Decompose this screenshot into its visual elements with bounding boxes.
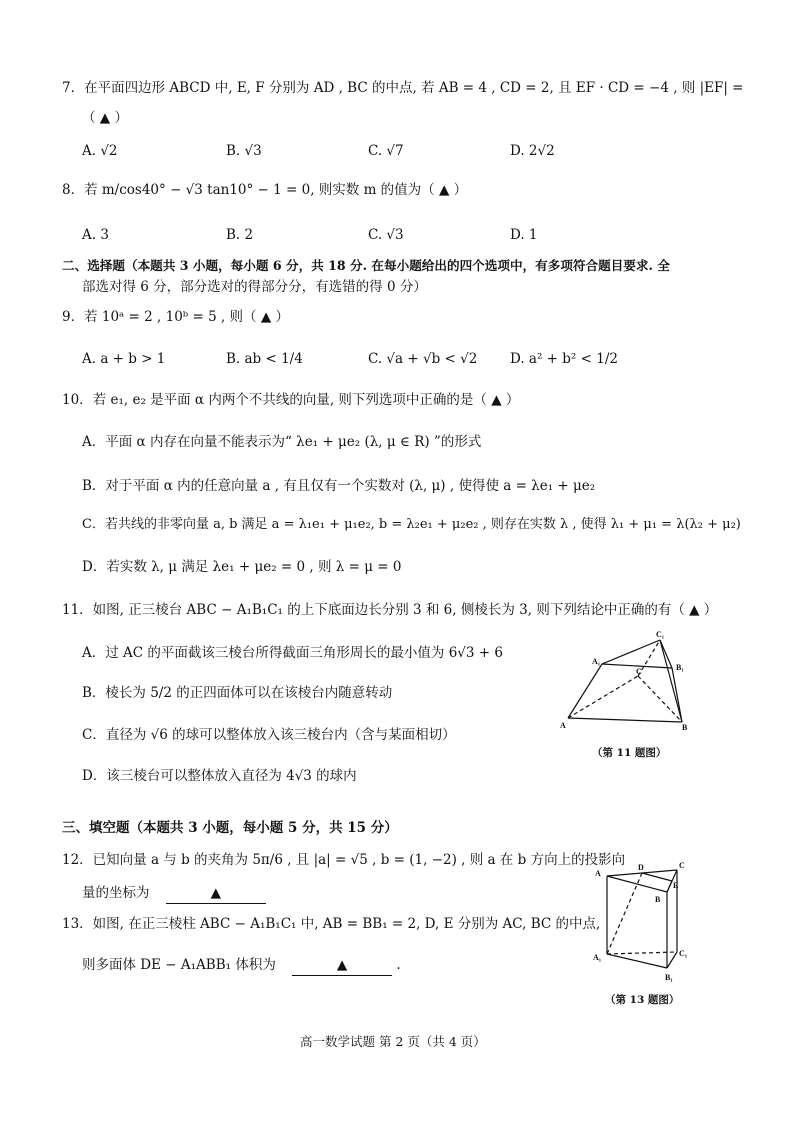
- q7-option-a: A. √2: [82, 143, 118, 159]
- q9-option-a: A. a + b > 1: [82, 351, 166, 367]
- q10-option-c: C．若共线的非零向量 a, b 满足 a = λ₁e₁ + μ₁e₂, b = λ₂e₁ + μ₂e₂ , 则存在实数 λ , 使得 λ₁ + μ₁ = λ(λ₂ + μ₂): [82, 517, 741, 532]
- q11-option-b: B．棱长为 5/2 的正四面体可以在该棱台内随意转动: [82, 685, 393, 701]
- q13-label-b: B: [655, 895, 661, 904]
- q8-option-b: B. 2: [226, 227, 254, 243]
- q7-stem: 7．在平面四边形 ABCD 中, E, F 分别为 AD , BC 的中点, 若 AB = 4 , CD = 2, 且 EF · CD = −4 , 则 |EF| =: [62, 80, 744, 96]
- q11-label-b1: B₁: [676, 663, 684, 672]
- q12-stem: 12．已知向量 a 与 b 的夹角为 5π/6 , 且 |a| = √5 , b = (1, −2) , 则 a 在 b 方向上的投影向: [62, 852, 626, 868]
- q11-caption: （第 11 题图）: [592, 747, 667, 759]
- q11-label-b: B: [682, 723, 688, 732]
- q11-label-c: C: [636, 667, 642, 676]
- q10-stem: 10．若 e₁, e₂ 是平面 α 内两个不共线的向量, 则下列选项中正确的是（ ▲ ）: [62, 392, 520, 408]
- q7-option-b: B. √3: [226, 143, 262, 159]
- q11-option-c: C．直径为 √6 的球可以整体放入该三棱台内（含与某面相切）: [82, 727, 456, 743]
- q7-option-d: D. 2√2: [510, 143, 555, 159]
- q11-label-a1: A₁: [592, 657, 601, 666]
- q11-label-a: A: [560, 721, 566, 730]
- q13-label-b1: B₁: [665, 973, 673, 982]
- q13-label-c1: C₁: [679, 949, 688, 958]
- q8-option-a: A. 3: [82, 227, 109, 243]
- q9-stem: 9．若 10ᵃ = 2 , 10ᵇ = 5 , 则（ ▲ ）: [62, 309, 290, 325]
- q13-stem-cont-text: 则多面体 DE − A₁ABB₁ 体积为: [82, 957, 276, 973]
- q13-label-c: C: [679, 862, 685, 870]
- q9-option-b: B. ab < 1/4: [226, 351, 303, 367]
- q12-answer-blank[interactable]: ▲: [166, 883, 266, 904]
- q12-stem-cont: [82, 883, 266, 904]
- q13-answer-blank[interactable]: ▲: [292, 955, 392, 976]
- section2-heading: 二、选择题（本题共 3 小题，每小题 6 分，共 18 分. 在每小题给出的四个选项中，有多项符合题目要求. 全: [62, 258, 670, 273]
- q9-option-d: D. a² + b² < 1/2: [510, 351, 618, 367]
- q12-stem-cont-text: 量的坐标为: [82, 885, 150, 901]
- q13-end: .: [396, 957, 401, 973]
- q7-option-c: C. √7: [368, 143, 404, 159]
- q10-option-d: D．若实数 λ, μ 满足 λe₁ + μe₂ = 0 , 则 λ = μ = 0: [82, 559, 402, 575]
- q13-figure: [585, 862, 695, 987]
- q11-label-c1: C₁: [656, 630, 665, 639]
- q13-label-d: D: [638, 863, 644, 872]
- q13-stem-cont: [82, 955, 401, 976]
- q13-stem: 13．如图, 在正三棱柱 ABC − A₁B₁C₁ 中, AB = BB₁ = 2, D, E 分别为 AC, BC 的中点,: [62, 916, 601, 932]
- section2-heading-cont: 部选对得 6 分，部分选对的得部分分，有选错的得 0 分）: [82, 279, 427, 295]
- q9-option-c: C. √a + √b < √2: [368, 351, 478, 367]
- q10-option-a: A．平面 α 内存在向量不能表示为“ λe₁ + μe₂ (λ, μ ∈ R) ”的形式: [82, 434, 482, 450]
- section3-heading: 三、填空题（本题共 3 小题，每小题 5 分，共 15 分）: [62, 820, 398, 836]
- q13-label-e: E: [673, 881, 679, 890]
- q8-option-d: D. 1: [510, 227, 538, 243]
- q11-option-d: D．该三棱台可以整体放入直径为 4√3 的球内: [82, 768, 357, 784]
- q13-label-a1: A₁: [593, 953, 602, 962]
- q11-figure: [560, 628, 700, 738]
- q7-paren: （ ▲ ）: [82, 110, 128, 126]
- q8-stem: 8．若 m/cos40° − √3 tan10° − 1 = 0, 则实数 m 的值为（ ▲ ）: [62, 182, 468, 198]
- q10-option-b: B．对于平面 α 内的任意向量 a , 有且仅有一个实数对 (λ, μ) , 使得使 a = λe₁ + μe₂: [82, 478, 596, 494]
- q11-stem: 11．如图, 正三棱台 ABC − A₁B₁C₁ 的上下底面边长分别 3 和 6, 侧棱长为 3, 则下列结论中正确的有（ ▲ ）: [62, 602, 718, 618]
- q13-label-a: A: [595, 869, 601, 878]
- page-footer: 高一数学试题 第 2 页（共 4 页）: [300, 1034, 486, 1049]
- q11-option-a: A．过 AC 的平面截该三棱台所得截面三角形周长的最小值为 6√3 + 6: [82, 645, 503, 661]
- q8-option-c: C. √3: [368, 227, 404, 243]
- q13-caption: （第 13 题图）: [605, 994, 680, 1006]
